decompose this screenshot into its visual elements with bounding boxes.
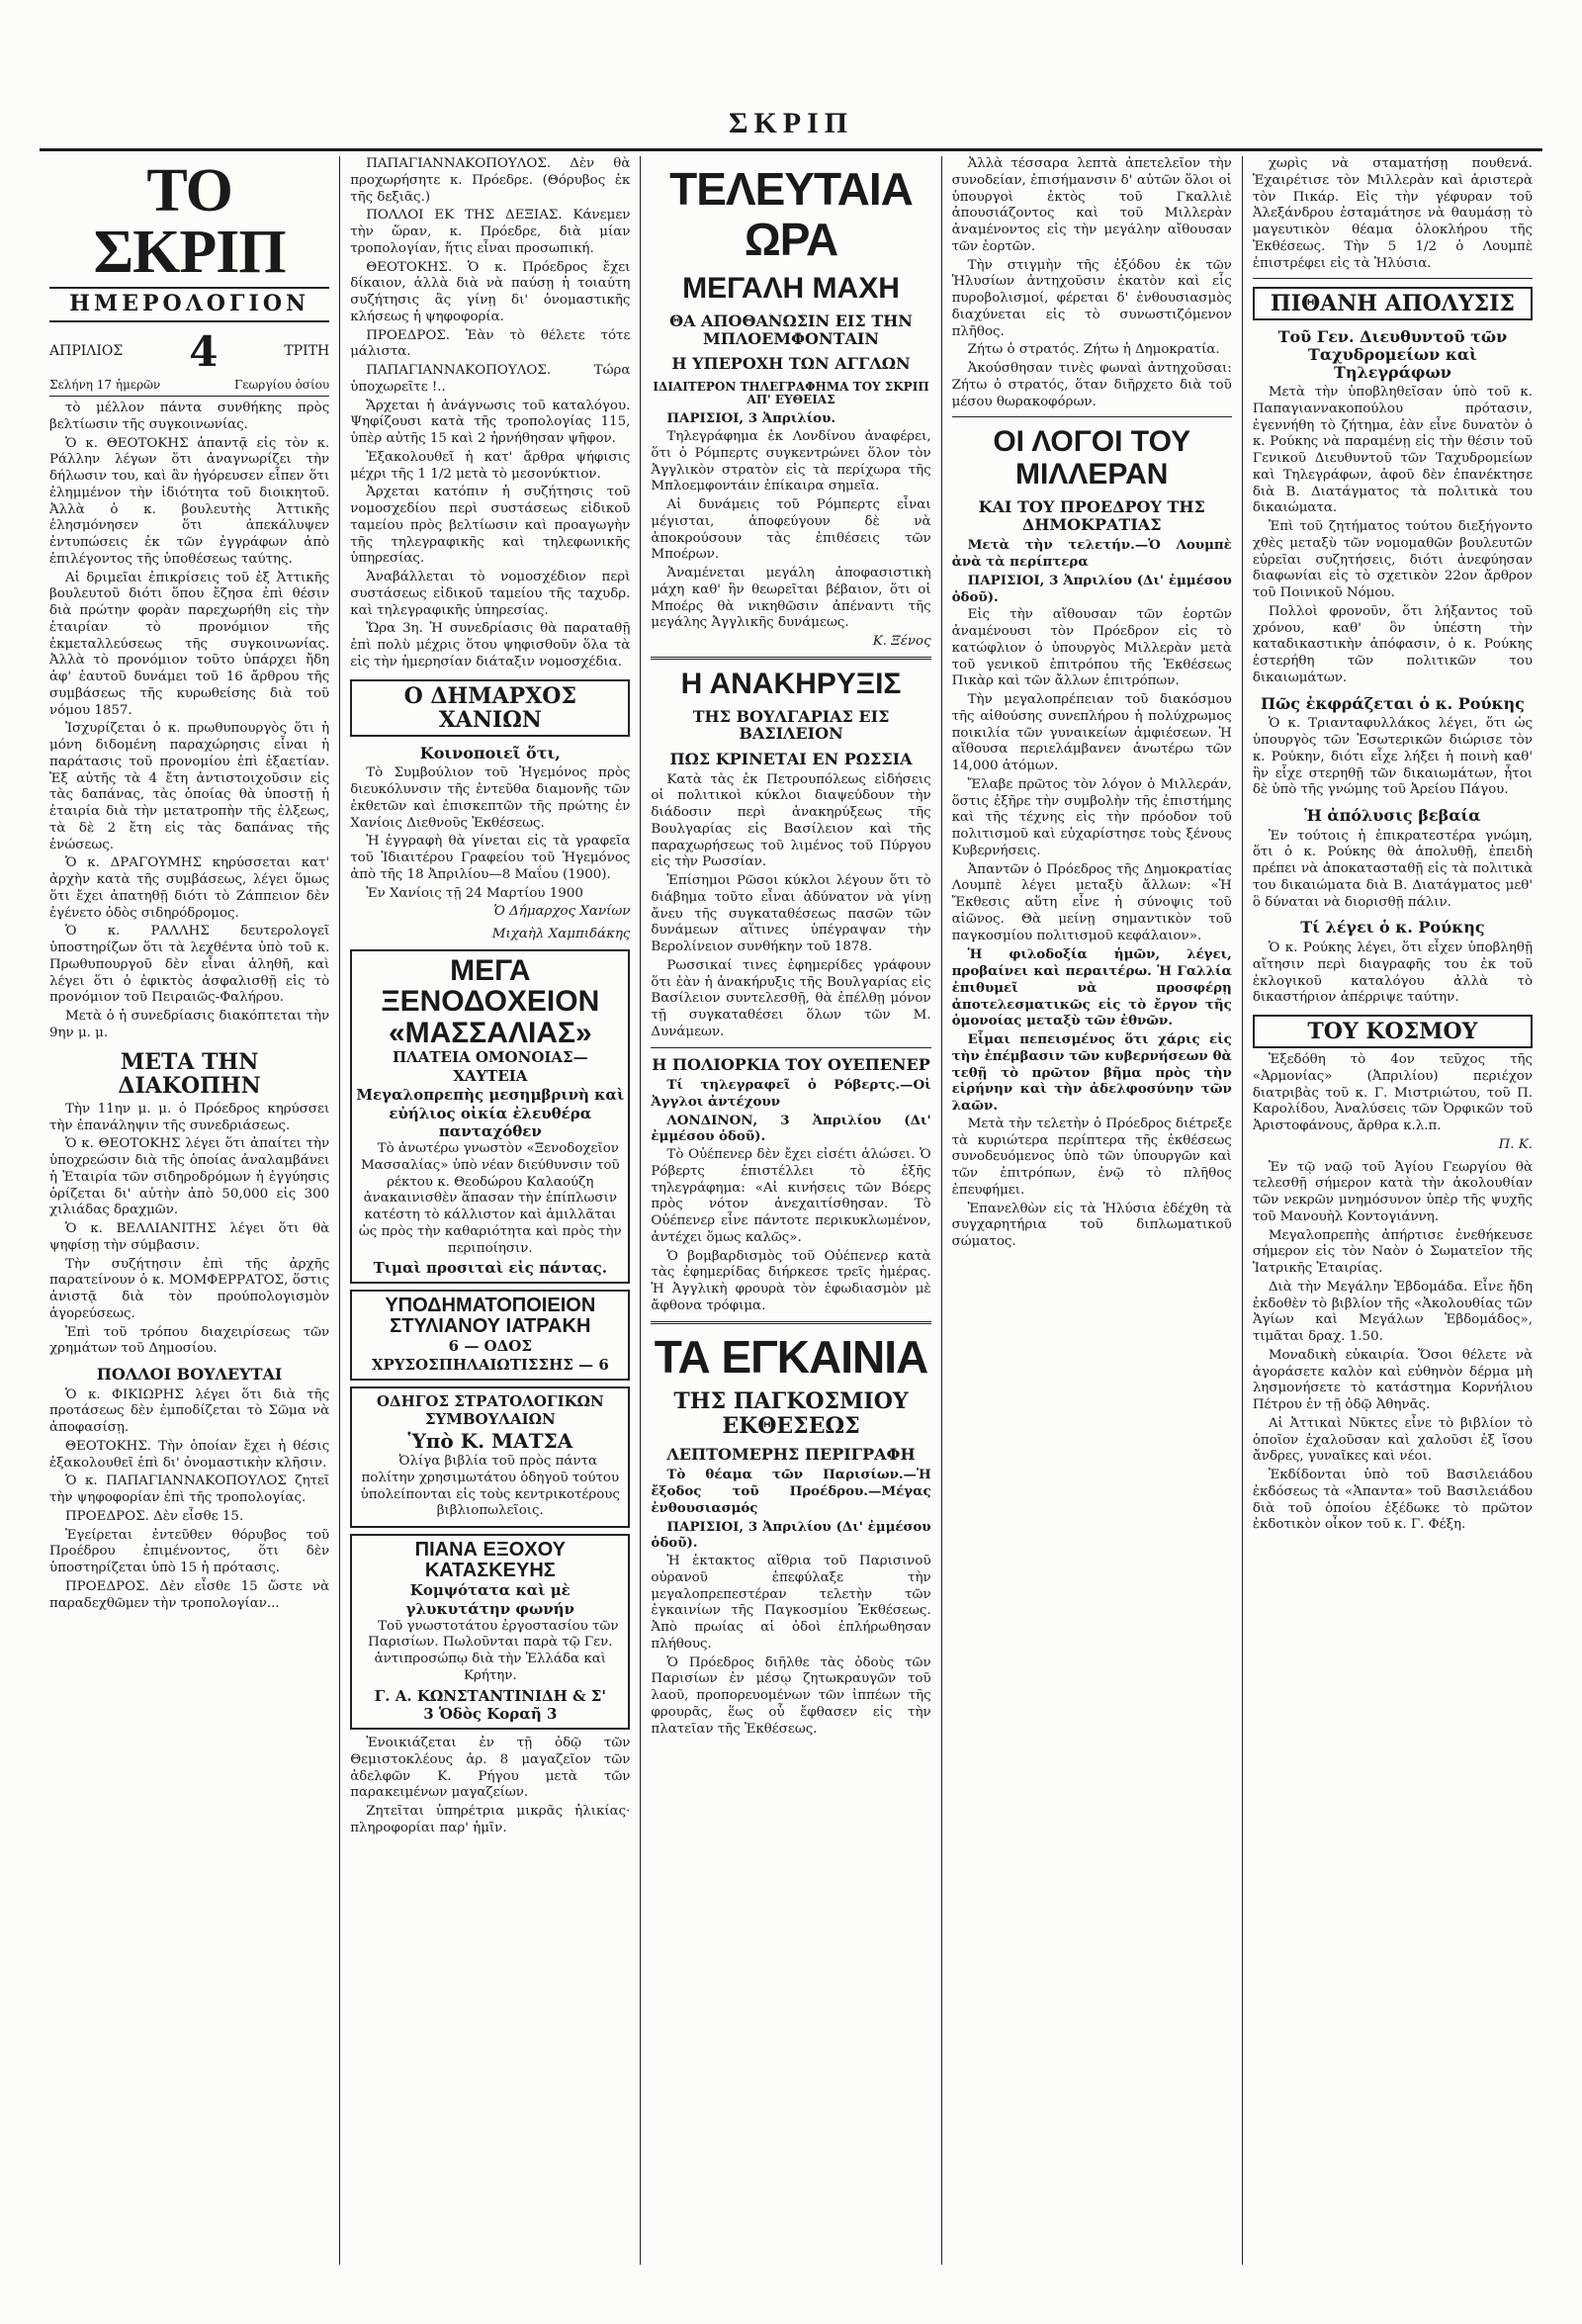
headline: Η ΠΟΛΙΟΡΚΙΑ ΤΟΥ ΟΥΕΠΕΝΕΡ (652, 1054, 930, 1074)
dateline (49, 326, 329, 379)
ad-title: ΥΠΟΔΗΜΑΤΟΠΟΙΕΙΟΝ ΣΤΥΛΙΑΝΟΥ ΙΑΤΡΑΚΗ (385, 1295, 596, 1338)
paragraph: Ὁ κ. Ρούκης λέγει, ὅτι εἶχεν ὑποβληθῇ αἴτησιν περὶ διαγραφῆς του ἐκ τοῦ ἐκλογικοῦ καταλόγου ἀλλὰ τὸ δικαστήριον ἀπέρριψε ταύτην. (1252, 940, 1534, 1006)
paragraph: ΠΟΛΛΟΙ ΕΚ ΤΗΣ ΔΕΞΙΑΣ. Κάνεμεν τὴν ὥραν, κ. Πρόεδρε, διὰ μίαν τροπολογίαν, ἥτις εἶναι προσωπική. (350, 208, 631, 256)
divider (651, 1321, 930, 1324)
subheadline: Πῶς ἐκφράζεται ὁ κ. Ρούκης (1260, 693, 1525, 713)
paragraph: Ἄρχεται ἡ ἀνάγνωσις τοῦ καταλόγου. Ψηφίζουσι κατὰ τῆς τροπολογίας 115, ὑπὲρ αὐτῆς 15 καὶ 2 ἠρνήθησαν ψῆφον. (350, 398, 631, 446)
hotel-ad (350, 949, 630, 1284)
section-heading: Ο ΔΗΜΑΡΧΟΣ ΧΑΝΙΩΝ (350, 679, 630, 737)
paragraph: Διὰ τὴν Μεγάλην Ἑβδομάδα. Εἶνε ἤδη ἐκδοθὲν τὸ βιβλίον τῆς «Ἀκολουθίας τῶν Ἁγίων καὶ Μεγάλων Ἑβδομάδος», τιμᾶται δραχ. 1.50. (1252, 1279, 1534, 1345)
ad-agent: Γ. Α. ΚΩΝΣΤΑΝΤΙΝΙΔΗ & Σ' (374, 1686, 606, 1705)
paragraph: Τηλεγράφημα ἐκ Λονδίνου ἀναφέρει, ὅτι ὁ Ρόμπερτς συγκεντρώνει ὅλον τὸν Ἀγγλικὸν στρατὸν εἰς τὰ περίχωρα τῆς Μπλοεμφοντάιν ἐπίκαιρα σημεῖα. (651, 429, 931, 494)
paragraph: Ὁ κ. ΦΙΚΙΩΡΗΣ λέγει ὅτι διὰ τῆς προτάσεως δὲν ἐμποδίζεται τὸ Σῶμα νὰ ἀποφασίσῃ. (49, 1386, 330, 1436)
paragraph: Ἐξακολουθεῖ ἡ κατ' ἄρθρα ψήφισις μέχρι τῆς 1 1/2 μετὰ τὸ μεσονύκτιον. (350, 449, 631, 482)
paragraph: Τὸ θέαμα τῶν Παρισίων.—Ἡ ἔξοδος τοῦ Προέδρου.—Μέγας ἐνθουσιασμός (651, 1467, 931, 1516)
paragraph: Ὁ κ. ΡΑΛΛΗΣ δευτερολογεῖ ὑποστηρίζων ὅτι τὰ λεχθέντα ὑπὸ τοῦ κ. Πρωθυπουργοῦ δὲν εἶναι ἀληθῆ, καὶ λέγει ὅτι ὁ ἐφικτὸς ἀσφαλισθῇ εἰς τὸ προνόμιον τοῦ Πειραιῶς-Φαλήρου. (49, 924, 330, 1006)
column-1 (40, 156, 340, 2265)
masthead: ΤΟ ΣΚΡΙΠ (93, 157, 286, 286)
paragraph: ΘΕΟΤΟΚΗΣ. Ὁ κ. Πρόεδρος ἔχει δίκαιον, ἀλλὰ διὰ νὰ παύσῃ ἡ τοιαύτη συζήτησις ἂς γίνῃ δι' ὀνομαστικῆς κλήσεως ἡ ψηφοφορία. (350, 259, 631, 324)
paragraph: Ρωσσικαί τινες ἐφημερίδες γράφουν ὅτι ἐὰν ἡ ἀνακήρυξις τῆς Βουλγαρίας εἰς Βασίλειον συντελεσθῇ, θὰ ἐπέλθῃ μόνον τῇ συγκαταθέσει ὅλων τῶν Μ. Δυνάμεων. (651, 957, 931, 1039)
paragraph: Τὸ Οὐέπενερ δὲν ἔχει εἰσέτι ἁλώσει. Ὁ Ρόβερτς ἐπιστέλλει τὸ ἑξῆς τηλεγράφημα: «Αἱ κινήσεις τῶν Βόερς πρὸς νότον ἀνεχαιτίσθησαν. Τὸ Οὐέπενερ εἶνε πάντοτε περικυκλωμένον, ἀντέχει ὅμως καλῶς». (651, 1147, 931, 1245)
piano-ad (350, 1534, 630, 1730)
paragraph: ΠΡΟΕΔΡΟΣ. Δὲν εἶσθε 15. (65, 1508, 244, 1524)
subheadline: ΜΕΓΑΛΗ ΜΑΧΗ (682, 272, 900, 306)
column-2 (340, 156, 641, 2265)
shoemaker-ad (350, 1290, 630, 1381)
paragraph: τὸ μέλλον πάντα συνθήκης πρὸς βελτίωσιν τῆς συγκοινωνίας. (49, 401, 330, 432)
subheadline: ΙΔΙΑΙΤΕΡΟΝ ΤΗΛΕΓΡΑΦΗΜΑ ΤΟΥ ΣΚΡΙΠ ΑΠ' ΕΥΘΕΙΑΣ (653, 379, 929, 407)
paragraph: Ἐκδίδονται ὑπὸ τοῦ Βασιλειάδου ἐκδόσεως τὰ «Ἁπαντα» τοῦ Βασιλειάδου διὰ τοῦ ὁποίου ἐξέδωκε τὸ πρῶτον ἐκδοτικὸν οἶκον τοῦ κ. Γ. Φέξη. (1252, 1468, 1534, 1533)
paragraph: Ἐγείρεται ἐντεῦθεν θόρυβος τοῦ Προέδρου ἐπιμένοντος, ὅτι δὲν ὑποστηρίζεται ὑπὸ 15 ἡ πρότασις. (49, 1527, 330, 1576)
section-heading: ΜΕΤΑ ΤΗΝ ΔΙΑΚΟΠΗΝ (118, 1048, 261, 1099)
paragraph: χωρὶς νὰ σταματήσῃ πουθενά. Ἐχαιρέτισε τὸν Μιλλερὰν καὶ ἀριστερὰ τὸν Πικάρ. Εἰς τὴν γέφυραν τοῦ Ἀλεξάνδρου ἐσταμάτησε νὰ θαυμάσῃ τὸ μαγευτικὸν θέαμα ὁλοκλήρου τῆς Ἐκθέσεως. Τὴν 5 1/2 ὁ Λουμπὲ ἐπιστρέφει εἰς τὰ Ἠλύσια. (1252, 156, 1534, 271)
subheadline: ΠΩΣ ΚΡΙΝΕΤΑΙ ΕΝ ΡΩΣΣΙΑ (669, 750, 913, 769)
dateline: ΠΑΡΙΣΙΟΙ, 3 Ἀπριλίου. (666, 410, 836, 427)
paragraph: Μετὰ ὁ ἡ συνεδρίασις διακόπτεται τὴν 9ην μ. μ. (49, 1009, 330, 1040)
column-5 (1243, 156, 1542, 2265)
saint: Γεωργίου ὁσίου (233, 378, 330, 392)
columns (40, 156, 1542, 2265)
paragraph: Μεγαλοπρεπὴς ἀπήρτισε ἐνεθήκευσε σήμερον εἰς τὸν Ναὸν ὁ Σωματεῖον τῆς Ἰατρικῆς Ἑταιρίας. (1252, 1227, 1534, 1277)
column-4 (942, 156, 1243, 2265)
section-subheading: Κοινοποιεῖ ὅτι, (419, 743, 561, 762)
paragraph: Ζήτω ὁ στρατός. Ζήτω ἡ Δημοκρατία. (967, 342, 1220, 358)
paragraph: Ἐπὶ τοῦ ζητήματος τούτου διεξήγοντο χθὲς μεταξὺ τῶν νομομαθῶν βουλευτῶν εὐρεῖαι συζητήσεις, διότι ἀνεφύησαν διαφωνίαι εἰς τὸ σχετικὸν 22ον ἄρθρον τοῦ Ποινικοῦ Νόμου. (1252, 519, 1534, 601)
paragraph: Ἀρχεται κατόπιν ἡ συζήτησις τοῦ νομοσχεδίου περὶ συστάσεως εἰδικοῦ ταμείου πρὸς βελτίωσιν καὶ προαγωγὴν τῆς τηλεγραφικῆς καὶ τηλεφωνικῆς ὑπηρεσίας. (350, 485, 631, 567)
month: ΑΠΡΙΛΙΟΣ (49, 343, 124, 359)
ad-subtitle: ΠΛΑΤΕΙΑ ΟΜΟΝΟΙΑΣ—ΧΑΥΤΕΙΑ (392, 1048, 588, 1086)
paragraph: Εἰς τὴν αἴθουσαν τῶν ἑορτῶν ἀναμένουσι τὸν Πρόεδρον εἰς τὸ κατώφλιον ὁ ὑπουργὸς Μιλλερὰν μετὰ τοῦ γενικοῦ ἐπιτρόπου τῆς Ἐκθέσεως Πικὰρ καὶ τῶν ἄλλων ἐπιτρόπων. (951, 607, 1232, 689)
paragraph: Ἀπαντῶν ὁ Πρόεδρος τῆς Δημοκρατίας Λουμπὲ λέγει μεταξὺ ἄλλων: «Ἡ Ἔκθεσις αὕτη εἶνε ἡ σύνοψις τοῦ αἰῶνος. Θὰ μείνῃ σημαντικὸν τοῦ παγκοσμίου πολιτισμοῦ κεφάλαιον». (951, 861, 1232, 943)
paragraph: Μετὰ τὴν τελετήν.—Ὁ Λουμπὲ ἀνὰ τὰ περίπτερα (951, 537, 1232, 571)
paragraph: Ὁ κ. ΒΕΛΛΙΑΝΙΤΗΣ λέγει ὅτι θὰ ψηφίσῃ τὴν σύμβασιν. (49, 1221, 330, 1253)
paragraph: ΠΡΟΕΔΡΟΣ. Δὲν εἶσθε 15 ὥστε νὰ παραδεχθῶμεν τὴν τροπολογίαν... (49, 1578, 330, 1611)
classified: Ζητεῖται ὑπηρέτρια μικρᾶς ἡλικίας· πληροφορίαι παρ' ἡμῖν. (350, 1804, 631, 1835)
paragraph: Ὁ Πρόεδρος διῆλθε τὰς ὁδοὺς τῶν Παρισίων ἐν μέσῳ ζητωκραυγῶν τοῦ λαοῦ, προπορευομένων τῶν ἰππέων τῆς φρουρᾶς, ἕως οὗ ἔφθασεν εἰς τὴν πλατεῖαν τῆς Ἐκθέσεως. (651, 1654, 931, 1737)
paragraph: Ὁ κ. Τριανταφυλλάκος λέγει, ὅτι ὡς ὑπουργὸς τῶν Ἐσωτερικῶν διώρισε τὸν κ. Ρούκην, διότι εἶχε λήξει ἡ ποινὴ καθ' ἣν εἶχε στερηθῇ τῶν δικαιωμάτων, ἦτοι δὲ ὑπὸ τῆς γνώμης τοῦ Ἀρείου Πάγου. (1252, 716, 1534, 798)
ad-text: Τοῦ γνωστοτάτου ἐργοστασίου τῶν Παρισίων. Πωλοῦνται παρὰ τῷ Γεν. ἀντιπροσώπῳ διὰ τὴν Ἑλλάδα καὶ Κρήτην. (368, 1618, 619, 1683)
divider (952, 416, 1232, 417)
subheadline: ΛΕΠΤΟΜΕΡΗΣ ΠΕΡΙΓΡΑΦΗ (666, 1444, 916, 1464)
paragraph: Τὴν συζήτησιν ἐπὶ τῆς ἀρχῆς παρατείνουν ὁ κ. ΜΟΜΦΕΡΡΑΤΟΣ, ὅστις ἀνιστᾷ διὰ τὸν προύπολογισμὸν ἀγορεύσεως. (49, 1256, 330, 1321)
book-ad (350, 1386, 630, 1529)
dateline: ΛΟΝΔΙΝΟΝ, 3 Ἀπριλίου (Δι' ἐμμέσου ὁδοῦ). (651, 1112, 931, 1145)
signature: Κ. Ξένος (872, 634, 931, 650)
paragraph: Μοναδικὴ εὐκαιρία. Ὅσοι θέλετε νὰ ἀγοράσετε καλὸν καὶ εὐθηνὸν δέρμα μὴ λησμονήσετε τὸ κατάστημα Κορνήλιου Πέτρου ἐν τῇ ὁδῷ Ἀθηνᾶς. (1252, 1347, 1534, 1413)
paragraph: Ὁ κ. ΘΕΟΤΟΚΗΣ ἀπαντᾷ εἰς τὸν κ. Ράλλην λέγων ὅτι ἀναγνωρίζει τὴν δήλωσιν του, καὶ ἂν ἠγόρευσεν εἶπεν ὅτι ἐλημμένον τὴν ἰδιότητα τοῦ διοικητοῦ. Ἀλλὰ ὁ κ. βουλευτὴς Ἀττικῆς ἐλησμόνησεν ὅτι ἀπεκάλυψεν ἐντυπώσεις ἐκ τῶν ἐγγράφων ἀπὸ ἐπιλέγοντος τῆς ὑποθέσεως ταύτης. (49, 435, 330, 567)
divider (651, 1047, 930, 1048)
divider (651, 657, 930, 660)
paragraph: Ἐπίσημοι Ρῶσοι κύκλοι λέγουν ὅτι τὸ διάβημα τοῦτο εἶναι ἀδύνατον νὰ γίνῃ ἄνευ τῆς συγκαταθέσεως πασῶν τῶν δυνάμεων αἵτινες ὑπέγραψαν τὴν Βερολίνειον συνθήκην τοῦ 1878. (651, 873, 931, 955)
paragraph: Τὴν 11ην μ. μ. ὁ Πρόεδρος κηρύσσει τὴν ἐπανάληψιν τῆς συνεδριάσεως. (49, 1101, 330, 1133)
signature: Π. Κ. (1498, 1136, 1534, 1152)
paragraph: ΘΕΟΤΟΚΗΣ. Τὴν ὁποίαν ἔχει ἡ θέσις ἐξακολουθεῖ ἐπὶ δι' ὀνομαστικὴν κλῆσιν. (49, 1438, 330, 1471)
paragraph: Αἱ δριμεῖαι ἐπικρίσεις τοῦ ἐξ Ἀττικῆς βουλευτοῦ διότι ὅπου ἔζησα ἐπὶ θέσιν διὰ πρώτην φορὰν παρεχωρήθη εἰς τὴν ἑταιρίαν τὸ προνόμιον τῆς ἐκμεταλλεύσεως τῆς συγκοινωνίας. Ἀλλὰ τὸ προνόμιον τοῦτο ὑπάρχει ἤδη ἀφ' ἑαυτοῦ δυνάμει τοῦ 16 ἄρθρου τῆς συμβάσεως τῆς κυρωθείσης διὰ τοῦ νόμου 1857. (49, 570, 330, 718)
divider (1253, 278, 1533, 279)
paragraph: Ἀκούσθησαν τινὲς φωναὶ ἀντηχοῦσαι: Ζήτω ὁ στρατός, ὅταν διῆρχετο διὰ τοῦ μέσου θωρακοφόρων. (951, 361, 1232, 409)
dateline: ΠΑΡΙΣΙΟΙ, 3 Ἀπριλίου (Δι' ἐμμέσου ὁδοῦ). (651, 1518, 931, 1552)
paragraph: Ἔλαβε πρῶτος τὸν λόγον ὁ Μιλλεράν, ὅστις ἐξῆρε τὴν συμβολὴν τῆς ἐπιστήμης καὶ τῆς τέχνης εἰς τὴν πρόοδον τοῦ πολιτισμοῦ καὶ εὐχαρίστησε τοὺς ξένους Κυβερνήσεις. (951, 776, 1232, 858)
paragraph: Τί τηλεγραφεῖ ὁ Ρόβερτς.—Οἱ Ἀγγλοι ἀντέχουν (651, 1077, 931, 1110)
paragraph: Πολλοὶ φρονοῦν, ὅτι λήξαντος τοῦ χρόνου, καθ' ὃν ὑπέστη τὴν καταδικαστικὴν ἀπόφασιν, ὁ κ. Ρούκης ἐστερήθη τῶν πολιτικῶν του δικαιωμάτων. (1252, 603, 1534, 685)
subheadline: Τί λέγει ὁ κ. Ρούκης (1300, 918, 1485, 938)
signature-name: Μιχαὴλ Χαμπιδάκης (491, 927, 631, 942)
column-3 (641, 156, 941, 2265)
paragraph: Ἡ φιλοδοξία ἡμῶν, λέγει, προβαίνει καὶ περαιτέρω. Ἡ Γαλλία ἐπιθυμεῖ νὰ προσφέρῃ ἀποτελεσματικῶς εἰς τὸ ἔργον τῆς ὁμονοίας μεταξὺ τῶν ἐθνῶν. (951, 946, 1232, 1029)
paragraph: Τὴν μεγαλοπρέπειαν τοῦ διακόσμου τῆς αἰθούσης συνεπλήρου ἡ πολύχρωμος ποικιλία τῶν γυναικείων ἀμφιέσεων. Ἡ αἴθουσα περιελάμβανεν ἀνωτέρω τῶν 14,000 ἀτόμων. (951, 692, 1232, 774)
paragraph: Μετὰ τὴν τελετὴν ὁ Πρόεδρος διέτρεξε τὰ κυριώτερα περίπτερα τῆς ἐκθέσεως συνοδευόμενος ὑπὸ τῶν ὑπουργῶν καὶ τῶν ἐπιτρόπων, ἐνῷ τὸ πλῆθος ἐπευφήμει. (951, 1116, 1232, 1198)
paragraph: Ὁ βομβαρδισμὸς τοῦ Οὐέπενερ κατὰ τὰς ἐφημερίδας διήρκεσε τρεῖς ἡμέρας. Ἡ Ἀγγλικὴ φρουρὰ τὸν ἐφωδιασμὸν μὲ ἄφθονα τρόφιμα. (651, 1248, 931, 1313)
ad-address: 3 Ὁδὸς Κοραῆ 3 (423, 1705, 558, 1724)
paragraph: ΠΡΟΕΔΡΟΣ. Ἐὰν τὸ θέλετε τότε μάλιστα. (350, 327, 631, 360)
dateline: Ἐν Χανίοις τῇ 24 Μαρτίου 1900 (366, 885, 583, 901)
paragraph: Ἐξεδόθη τὸ 4ον τεῦχος τῆς «Ἀρμονίας» (Ἀπριλίου) περιέχον διατριβὰς τοῦ κ. Γ. Μιστριώτου, τοῦ Π. Καρολίδου, Ἀναλύσεις τῶν Ὀρφικῶν τοῦ Ἀριστοφάνους, ἄρθρα κ.λ.π. (1252, 1052, 1534, 1134)
ad-tagline: Κομψότατα καὶ μὲ γλυκυτάτην φωνήν (405, 1581, 574, 1618)
section-heading: ΠΟΛΛΟΙ ΒΟΥΛΕΥΤΑΙ (96, 1365, 283, 1385)
paragraph: Ἀναβάλλεται τὸ νομοσχέδιον περὶ συστάσεως εἰδικοῦ ταμείου τῆς ταχυδρ. καὶ τηλεγραφικῆς ὑπηρεσίας. (350, 570, 631, 618)
paragraph: Τὴν στιγμὴν τῆς ἐξόδου ἐκ τῶν Ἠλυσίων ἀντηχοῦσιν ἑκατὸν καὶ εἷς πυροβολισμοί, φέρεται δ' ἐνθουσιασμὸς διαχύνεται εἰς τὸ συνωστιζόμενον πλῆθος. (951, 257, 1232, 339)
ad-subtitle: 6 — ΟΔΟΣ ΧΡΥΣΟΣΠΗΛΑΙΩΤΙΣΣΗΣ — 6 (371, 1337, 609, 1374)
paragraph: Κατὰ τὰς ἐκ Πετρουπόλεως εἰδήσεις οἱ πολιτικοὶ κύκλοι διαψεύδουν τὴν διάδοσιν περὶ ἀνακηρύξεως τῆς Βουλγαρίας εἰς Βασίλειον καὶ τῆς παραχωρήσεως τοῦ λιμένος τοῦ Πύργου εἰς τὴν Ρωσσίαν. (651, 771, 931, 870)
paragraph: Ἡ ἐγγραφὴ θὰ γίνεται εἰς τὰ γραφεῖα τοῦ Ἰδιαιτέρου Γραφείου τοῦ Ἡγεμόνος ἀπὸ τῆς 18 Ἀπριλίου—8 Μαΐου (1900). (350, 834, 631, 882)
ad-tagline: Μεγαλοπρεπὴς μεσημβρινὴ καὶ εὐήλιος οἰκία ἐλευθέρα πανταχόθεν (356, 1085, 625, 1141)
paragraph: Ἀλλὰ τέσσαρα λεπτὰ ἀπετελεῖον τὴν συνοδείαν, ἐπισήμανσιν δ' αὐτῶν ὅλοι οἱ ὑπουργοὶ ἐκτὸς τοῦ Γκαλλιὲ ἀπουσιάζοντος καὶ τοῦ Μιλλερὰν ἀναμένοντος εἰς τὴν μεγάλην αἴθουσαν τῶν ἑορτῶν. (951, 156, 1232, 254)
ad-text: Ὀλίγα βιβλία τοῦ πρὸς πάντα πολίτην χρησιμωτάτου ὁδηγοῦ τούτου ὑπολείπονται εἰς τοὺς κεντρικοτέρους βιβλιοπωλεῖοις. (360, 1454, 620, 1519)
dateline: ΠΑΡΙΣΙΟΙ, 3 Ἀπριλίου (Δι' ἐμμέσου ὁδοῦ). (951, 572, 1232, 605)
paragraph: Αἱ δυνάμεις τοῦ Ρόμπερτς εἶναι μέγισται, ἀποφεύγουν δὲ νὰ ἀποκρούσουν τὰς ἐπιθέσεις τῶν Μποέρων. (651, 497, 931, 563)
paragraph: Τὸ Συμβούλιον τοῦ Ἡγεμόνος πρὸς διευκόλυνσιν τῆς ἐντεῦθα διαμονῆς τῶν ἐκθετῶν καὶ ἐπισκεπτῶν τῆς πρώτης ἐν Χανίοις Διεθνοῦς Ἐκθέσεως. (350, 765, 631, 831)
paragraph: ΠΑΠΑΓΙΑΝΝΑΚΟΠΟΥΛΟΣ. Δὲν θὰ προχωρήσητε κ. Πρόεδρε. (Θόρυβος ἐκ τῆς δεξιᾶς.) (350, 156, 631, 205)
subheadline: ΚΑΙ ΤΟΥ ΠΡΟΕΔΡΟΥ ΤΗΣ ΔΗΜΟΚΡΑΤΙΑΣ (978, 497, 1205, 534)
paragraph: Ἀναμένεται μεγάλη ἀποφασιστικὴ μάχη καθ' ἣν θεωρεῖται βέβαιον, ὅτι οἱ Μποέρς θὰ νικηθῶσιν ἀπέναντι τῆς μεγάλης Ἀγγλικῆς δυνάμεως. (651, 566, 931, 631)
paragraph: Ὁ κ. ΘΕΟΤΟΚΗΣ λέγει ὅτι ἀπαίτει τὴν ὑποχρεώσιν διὰ τῆς ὁποίας ἀναλαμβάνει ἡ Ἑταιρία τῶν σιδηροδρόμων ἡ ἐγγύησις ὀρίζεται δι' αὐτὴν ἀπὸ 50,000 εἰς 300 χιλιάδας δραχμῶν. (49, 1136, 330, 1218)
ad-title: ΠΙΑΝΑ ΕΞΟΧΟΥ ΚΑΤΑΣΚΕΥΗΣ (414, 1539, 566, 1582)
dateline-detail (49, 378, 329, 397)
ad-tail: Τιμαὶ προσιταὶ εἰς πάντας. (373, 1259, 608, 1278)
paragraph: Ἡ ἑκτακτος αἴθρια τοῦ Παρισινοῦ οὐρανοῦ ἐπεφύλαξε τὴν μεγαλοπρεπεστέραν τελετὴν τῶν ἐγκαινίων τῆς Παγκοσμίου Ἐκθέσεως. Ἀπὸ πρωίας αἱ ὁδοὶ ἐπλήρωθησαν πλήθους. (651, 1554, 931, 1652)
paragraph: Ἰσχυρίζεται ὁ κ. πρωθυπουργὸς ὅτι ἡ μόνη διδομένη παραχώρησις εἶναι ἡ παράτασις τοῦ προνομίου ἐπὶ ἑξαετίαν. Ἐξ αὐτῆς τὰ 4 ἔτη ἀντιστοιχοῦσιν εἰς τὰς δαπάνας, τὰς ὁποίας θὰ ὑποστῇ ἡ ἑταιρία διὰ τὴν μετατροπὴν τῆς ἐλξεως, τὰ δὲ 2 ἔτη εἰς τὰς δαπάνας τῆς ἐνώσεως. (49, 721, 330, 852)
day-number: 4 (189, 326, 219, 376)
running-head: ΣΚΡΙΠ (728, 107, 854, 139)
ad-author: Ὑπὸ Κ. ΜΑΤΣΑ (407, 1429, 573, 1454)
subheadline: ΤΗΣ ΒΟΥΛΓΑΡΙΑΣ ΕΙΣ ΒΑΣΙΛΕΙΟΝ (692, 706, 890, 744)
paragraph: Ἐπανελθὼν εἰς τὰ Ἠλύσια ἐδέχθη τὰ συγχαρητήρια τοῦ διπλωματικοῦ σώματος. (951, 1201, 1232, 1250)
weekday: ΤΡΙΤΗ (284, 343, 330, 359)
paragraph: Ὁ κ. ΠΑΠΑΓΙΑΝΝΑΚΟΠΟΥΛΟΣ ζητεῖ τὴν ψηφοφορίαν ἐπὶ τῆς τροπολογίας. (49, 1474, 330, 1506)
paragraph: Ὥρα 3η. Ἡ συνεδρίασις θὰ παραταθῇ ἐπὶ πολὺ μέχρις ὅτου ψηφισθοῦν ὅλα τὰ εἰς τὴν ἡμερησίαν διάταξιν νομοσχέδια. (350, 621, 631, 670)
subheadline: ΘΑ ΑΠΟΘΑΝΩΣΙΝ ΕΙΣ ΤΗΝ ΜΠΛΟΕΜΦΟΝΤΑΙΝ (669, 312, 913, 348)
paragraph: ΠΑΠΑΓΙΑΝΝΑΚΟΠΟΥΛΟΣ. Τώρα ὑποχωρεῖτε !.. (350, 363, 631, 395)
paragraph: Εἶμαι πεπεισμένος ὅτι χάρις εἰς τὴν ἐπέμβασιν τῶν κυβερνήσεων θὰ τεθῇ τὸ πρῶτον βῆμα πρὸς τὴν εἰρήνην καὶ τὴν ἀδελφοσύνην τῶν λαῶν. (951, 1031, 1232, 1115)
classified: Ἐνοικιάζεται ἐν τῇ ὁδῷ τῶν Θεμιστοκλέους ἀρ. 8 μαγαζεῖον τῶν ἀδελφῶν Κ. Ρήγου μετὰ τῶν παρακειμένων μαγαζείων. (350, 1736, 631, 1801)
subheadline: ΤΗΣ ΠΑΓΚΟΣΜΙΟΥ ΕΚΘΕΣΕΩΣ (673, 1388, 909, 1439)
paragraph: Μετὰ τὴν ὑποβληθεῖσαν ὑπὸ τοῦ κ. Παπαγιαννακοπούλου πρότασιν, ἐγεννήθη τὸ ζήτημα, ἐὰν εἶνε δυνατὸν ὁ κ. Ρούκης νὰ παραμένῃ εἰς τὴν θέσιν τοῦ Γενικοῦ Διευθυντοῦ τῶν Ταχυδρομείων καὶ Τηλεγράφων, ἀφοῦ δὲν ἐπανέκτησε διὰ Β. Διατάγματος τὰ πολιτικὰ του δικαιώματα. (1252, 385, 1534, 516)
ad-title: ΟΔΗΓΟΣ ΣΤΡΑΤΟΛΟΓΙΚΩΝ ΣΥΜΒΟΥΛΑΙΩΝ (376, 1391, 604, 1429)
signature-title: Ὁ Δήμαρχος Χανίων (493, 904, 631, 920)
paragraph: Ἐπὶ τοῦ τρόπου διαχειρίσεως τῶν χρημάτων τοῦ Δημοσίου. (49, 1324, 330, 1357)
headline: ΤΑ ΕΓΚΑΙΝΙΑ (654, 1330, 928, 1383)
subheadline: Τοῦ Γεν. Διευθυντοῦ τῶν Ταχυδρομείων καὶ Τηλεγράφων (1277, 327, 1508, 382)
headline: ΠΙΘΑΝΗ ΑΠΟΛΥΣΙΣ (1253, 287, 1533, 320)
masthead-subtitle: ΗΜΕΡΟΛΟΓΙΟΝ (49, 287, 329, 322)
headline: ΟΙ ΛΟΓΟΙ ΤΟΥ ΜΙΛΛΕΡΑΝ (993, 425, 1191, 492)
paragraph: Αἱ Ἀττικαὶ Νῦκτες εἶνε τὸ βιβλίον τὸ ὁποῖον ἐχαλοῦσαν καὶ χαλοῦσι ἐξ ἴσου ἄνδρες, γυναῖκες καὶ νέοι. (1252, 1415, 1534, 1465)
moon-days: Σελήνη 17 ἡμερῶν (49, 378, 161, 392)
headline: Η ΑΝΑΚΗΡΥΞΙΣ (680, 667, 902, 700)
paragraph: Ὁ κ. ΔΡΑΓΟΥΜΗΣ κηρύσσεται κατ' ἀρχὴν κατὰ τῆς συμβάσεως, λέγει ὅμως ὅτι ἔχει ἀπατηθῇ διότι τὸ Ζάππειον δὲν ἐγένετο ὁδὸς σιδηρόδρομος. (49, 855, 330, 921)
headline: ΤΕΛΕΥΤΑΙΑ ΩΡΑ (669, 163, 913, 265)
section-heading: ΤΟΥ ΚΟΣΜΟΥ (1253, 1015, 1533, 1048)
ad-text: Τὸ ἀνωτέρω γνωστὸν «Ξενοδοχεῖον Μασσαλίας» ὑπὸ νέαν διεύθυνσιν τοῦ ρέκτου κ. Θεοδώρου Καλαούζη ἀνακαινισθὲν ἅπασαν τὴν ἐπίπλωσιν κατέστη τὸ κάλλιστον καὶ ἀμιλλᾶται ὡς πρὸς τὴν καθαριότητα καὶ πρὸς τὴν περιποίησιν. (358, 1141, 622, 1256)
subheadline: Η ΥΠΕΡΟΧΗ ΤΩΝ ΑΓΓΛΩΝ (671, 354, 911, 374)
paragraph: Ἐν τῷ ναῷ τοῦ Ἁγίου Γεωργίου θὰ τελεσθῇ σήμερον κατὰ τὴν ἀκολουθίαν τῶν νεκρῶν μνημόσυνον ὑπὲρ τῆς ψυχῆς τοῦ Μανουὴλ Κοντογιάννη. (1252, 1159, 1534, 1224)
subheadline: Ἡ ἀπόλυσις βεβαία (1304, 806, 1481, 826)
top-rule (40, 148, 1542, 151)
paragraph: Ἐν τούτοις ἡ ἐπικρατεστέρα γνώμη, ὅτι ὁ κ. Ρούκης θὰ ἀπολυθῇ, ἐπειδὴ πρέπει νὰ ἀποκατασταθῇ εἰς τὰ πολιτικὰ του δικαιώματα διὰ Β. Διατάγματος μεθ' ὃ δύναται νὰ διορισθῇ πάλιν. (1252, 828, 1534, 910)
ad-title: ΜΕΓΑ ΞΕΝΟΔΟΧΕΙΟΝ «ΜΑΣΣΑΛΙΑΣ» (381, 953, 600, 1049)
